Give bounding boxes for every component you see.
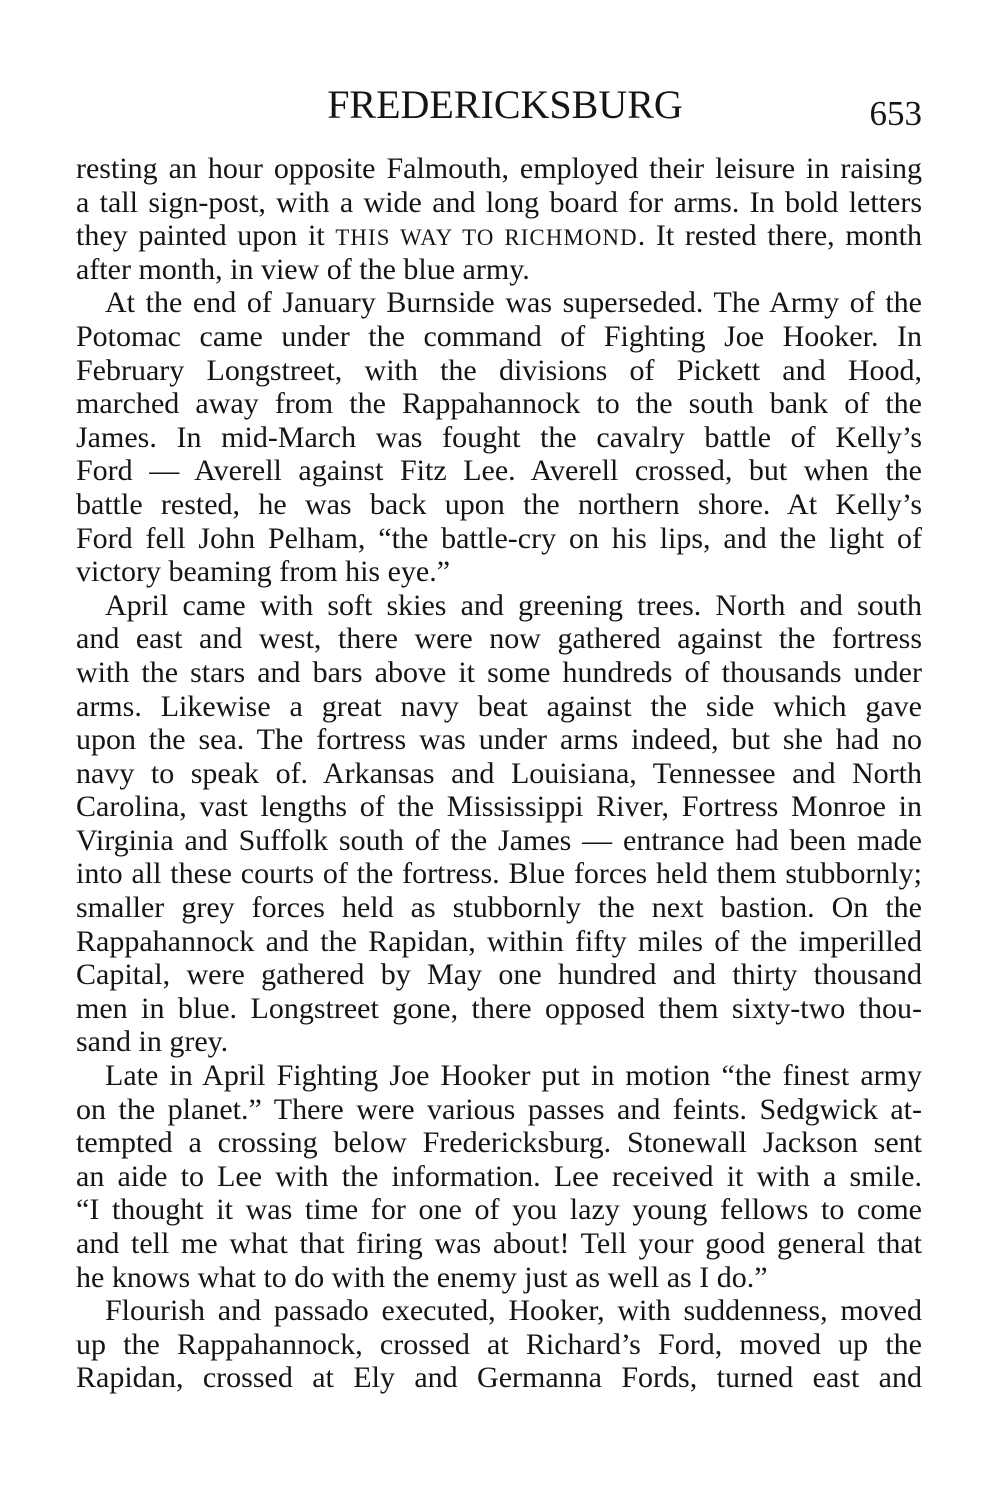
text-line: Rappahannock and the Rapidan, within fifty miles of the imperilled <box>76 924 922 958</box>
text-line: and tell me what that firing was about! Tell your good general that <box>76 1227 922 1260</box>
sign-inscription: THIS WAY TO RICHMOND <box>335 225 638 251</box>
text-line: a tall sign-post, with a wide and long board for arms. In bold letters <box>76 185 922 219</box>
body-text <box>76 152 922 1395</box>
text-line: smaller grey forces held as stubbornly the next bastion. On the <box>76 891 922 925</box>
text-line: resting an hour opposite Falmouth, employed their leisure in raising <box>76 152 922 185</box>
text-segment: they painted upon it <box>76 219 336 253</box>
text-line: arms. Likewise a great navy beat against the side which gave <box>76 689 922 723</box>
paragraph <box>76 286 922 588</box>
paragraph <box>76 152 922 286</box>
text-line: James. In mid-March was fought the cavalry battle of Kelly’s <box>76 420 922 454</box>
page-number: 653 <box>869 94 922 133</box>
text-line: April came with soft skies and greening trees. North and south <box>105 588 922 622</box>
text-line: upon the sea. The fortress was under arms indeed, but she had no <box>76 723 922 757</box>
text-line: Capital, were gathered by May one hundred and thirty thousand <box>76 958 922 992</box>
text-line: after month, in view of the blue army. <box>76 252 530 286</box>
text-line: Rapidan, crossed at Ely and Germanna Fords, turned east and <box>76 1361 922 1395</box>
paragraph <box>76 1294 922 1395</box>
text-line: Ford fell John Pelham, “the battle-cry on his lips, and the light of <box>76 521 922 555</box>
text-line: navy to speak of. Arkansas and Louisiana, Tennessee and North <box>76 756 922 790</box>
text-line <box>76 219 922 253</box>
text-line: Late in April Fighting Joe Hooker put in motion “the finest army <box>105 1059 922 1093</box>
text-line: tempted a crossing below Fredericksburg. Stonewall Jackson sent <box>76 1126 922 1160</box>
text-line: Ford — Averell against Fitz Lee. Averell crossed, but when the <box>76 454 922 488</box>
text-line: Virginia and Suffolk south of the James — entrance had been made <box>76 823 922 857</box>
text-line: Potomac came under the command of Fighting Joe Hooker. In <box>76 319 922 353</box>
text-line: February Longstreet, with the divisions of Pickett and Hood, <box>76 353 922 387</box>
text-line: sand in grey. <box>76 1025 229 1059</box>
paragraph <box>76 589 922 1059</box>
text-line: on the planet.” There were various passes and feints. Sedgwick at- <box>76 1092 922 1126</box>
text-line: into all these courts of the fortress. Blue forces held them stubbornly; <box>76 857 922 891</box>
text-line: and east and west, there were now gathered against the fortress <box>76 622 922 656</box>
text-line: Flourish and passado executed, Hooker, with suddenness, moved <box>105 1294 922 1328</box>
text-line: up the Rappahannock, crossed at Richard’s Ford, moved up the <box>76 1327 922 1361</box>
text-line: men in blue. Longstreet gone, there opposed them sixty-two thou- <box>76 991 922 1025</box>
text-line: he knows what to do with the enemy just as well as I do.” <box>76 1260 768 1294</box>
text-line: “I thought it was time for one of you lazy young fellows to come <box>76 1193 922 1227</box>
text-line: marched away from the Rappahannock to the south bank of the <box>76 387 922 421</box>
text-line: At the end of January Burnside was superseded. The Army of the <box>105 286 922 320</box>
text-line: battle rested, he was back upon the northern shore. At Kelly’s <box>76 487 922 521</box>
paragraph <box>76 1059 922 1294</box>
text-line: with the stars and bars above it some hundreds of thousands under <box>76 655 922 689</box>
text-line: Carolina, vast lengths of the Mississippi River, Fortress Monroe in <box>76 790 922 824</box>
text-segment: . It rested there, month <box>637 219 923 253</box>
running-title: FREDERICKSBURG <box>327 82 683 127</box>
text-line: victory beaming from his eye.” <box>76 555 451 589</box>
text-line: an aide to Lee with the information. Lee received it with a smile. <box>76 1159 922 1193</box>
